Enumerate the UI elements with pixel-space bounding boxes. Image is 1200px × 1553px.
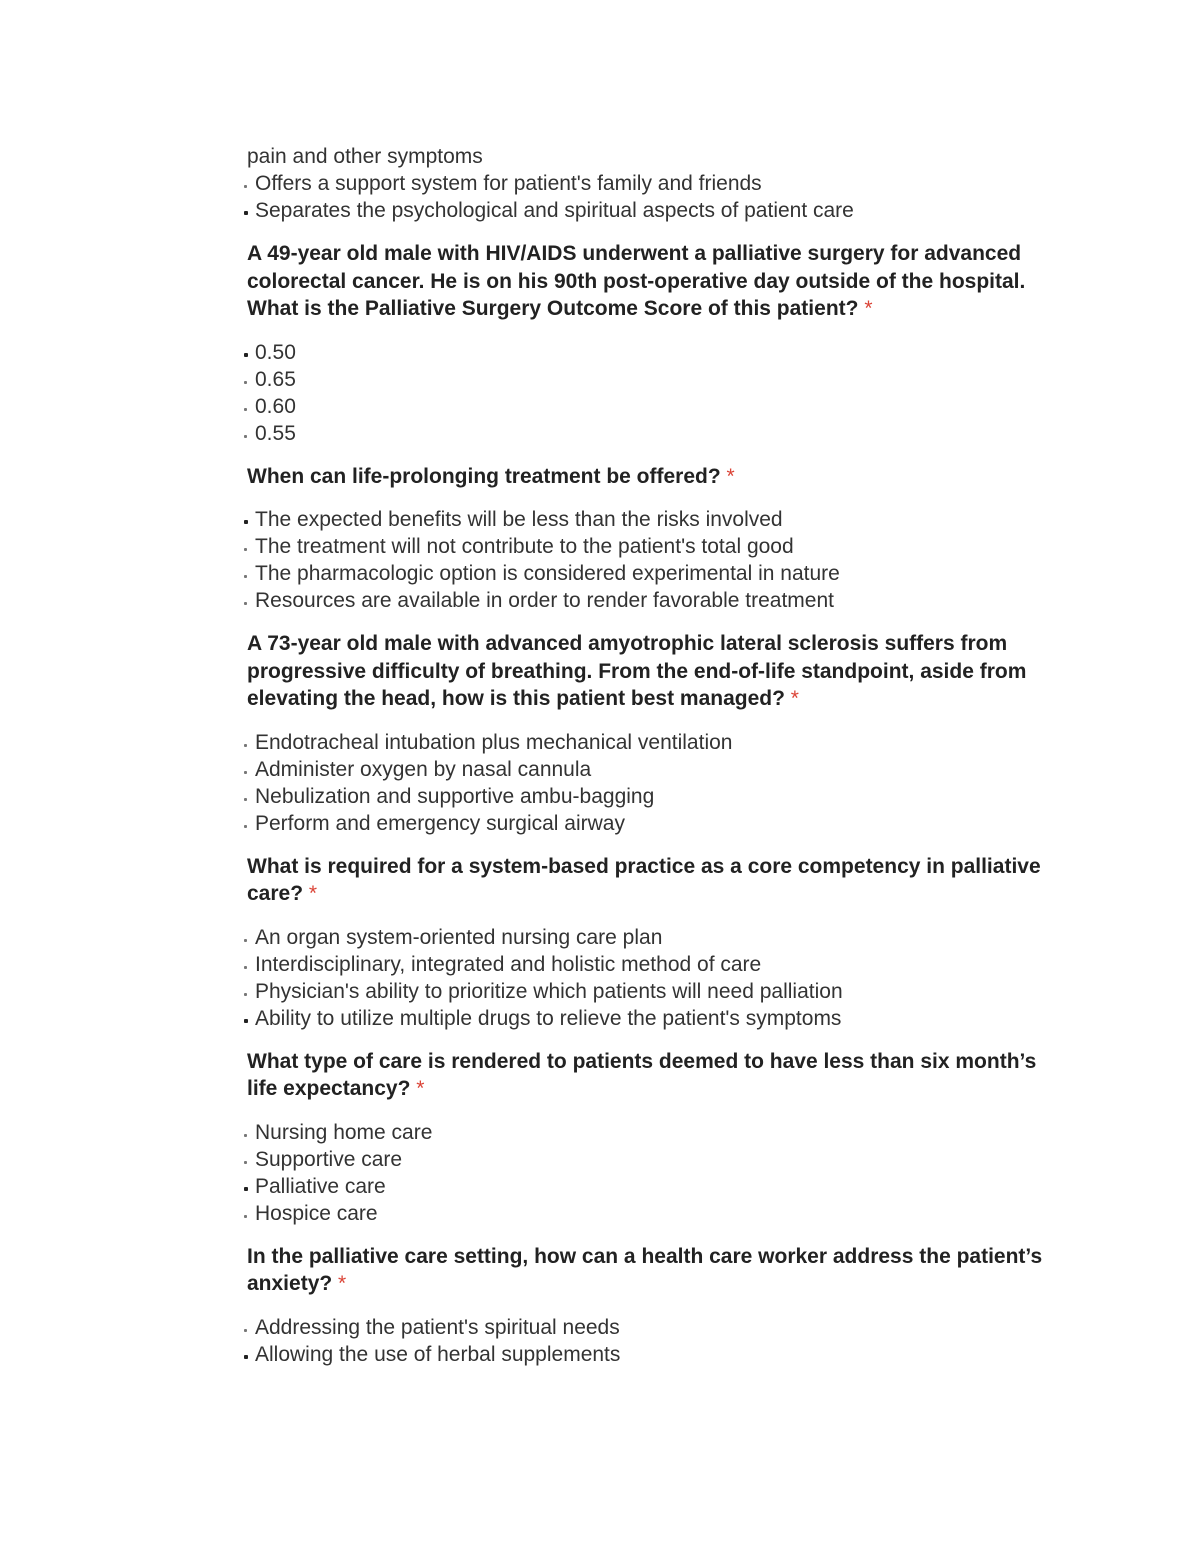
answer-option[interactable] xyxy=(247,810,1067,837)
answer-option[interactable] xyxy=(247,420,1067,447)
answer-option[interactable] xyxy=(247,978,1067,1005)
previous-question-continuation xyxy=(247,143,1067,224)
answer-option[interactable] xyxy=(247,533,1067,560)
question-block xyxy=(247,240,1067,447)
answer-option[interactable] xyxy=(247,1005,1067,1032)
option-label: 0.60 xyxy=(255,394,296,418)
required-marker: * xyxy=(790,687,799,710)
answer-options xyxy=(247,924,1067,1032)
radio-button[interactable] xyxy=(244,1160,248,1164)
answer-option[interactable] xyxy=(247,951,1067,978)
required-marker: * xyxy=(308,882,318,905)
option-label: Allowing the use of herbal supplements xyxy=(255,1342,621,1366)
radio-button[interactable] xyxy=(244,770,248,774)
radio-button[interactable] xyxy=(244,1019,248,1023)
option-label: Endotracheal intubation plus mechanical ventilation xyxy=(255,730,733,754)
answer-option[interactable] xyxy=(247,783,1067,810)
question-text: When can life-prolonging treatment be offered? * xyxy=(247,464,735,488)
answer-option[interactable] xyxy=(247,1200,1067,1227)
radio-button[interactable] xyxy=(244,965,248,969)
answer-option[interactable] xyxy=(247,1173,1067,1200)
option-label: Perform and emergency surgical airway xyxy=(255,811,625,835)
answer-option[interactable] xyxy=(247,587,1067,614)
continued-option-text: pain and other symptoms xyxy=(247,145,483,168)
radio-button[interactable] xyxy=(244,938,248,942)
radio-button[interactable] xyxy=(244,211,248,215)
radio-button[interactable] xyxy=(244,1328,248,1332)
answer-option[interactable] xyxy=(247,506,1067,533)
radio-button[interactable] xyxy=(244,434,248,438)
required-marker: * xyxy=(416,1077,425,1100)
radio-button[interactable] xyxy=(244,1355,248,1359)
option-label: Addressing the patient's spiritual needs xyxy=(255,1315,620,1339)
option-label: Offers a support system for patient's family and friends xyxy=(255,172,762,195)
question-text: A 49-year old male with HIV/AIDS underwent a palliative surgery for advanced colorectal cancer. He is on his 90th post-operative day outside of the hospital. What is the Palliative Surgery Outcome Score of this patient? * xyxy=(247,242,1026,320)
option-label: The pharmacologic option is considered experimental in nature xyxy=(255,562,840,585)
option-label: Interdisciplinary, integrated and holistic method of care xyxy=(255,952,762,976)
question-block xyxy=(247,853,1067,1032)
option-label: Separates the psychological and spiritual aspects of patient care xyxy=(255,199,854,222)
option-label: Hospice care xyxy=(255,1201,378,1225)
answer-option[interactable] xyxy=(247,1119,1067,1146)
answer-option[interactable] xyxy=(247,1314,1067,1341)
option-label: Nursing home care xyxy=(255,1120,433,1144)
radio-button[interactable] xyxy=(244,184,248,188)
option-label: Ability to utilize multiple drugs to relieve the patient's symptoms xyxy=(255,1006,842,1030)
question-text: What type of care is rendered to patients deemed to have less than six month’s life expectancy? * xyxy=(247,1049,1037,1100)
answer-option[interactable] xyxy=(247,339,1067,366)
answer-option[interactable] xyxy=(247,197,1067,224)
option-label: Nebulization and supportive ambu-bagging xyxy=(255,784,655,808)
option-label: 0.55 xyxy=(255,421,296,445)
question-block xyxy=(247,1048,1067,1227)
radio-button[interactable] xyxy=(244,992,248,996)
question-block xyxy=(247,1243,1067,1368)
answer-options xyxy=(247,506,1067,614)
option-label: Palliative care xyxy=(255,1174,386,1198)
radio-button[interactable] xyxy=(244,1187,248,1191)
answer-options xyxy=(247,339,1067,447)
option-label: The treatment will not contribute to the patient's total good xyxy=(255,535,794,558)
required-marker: * xyxy=(864,297,873,320)
radio-button[interactable] xyxy=(244,547,248,551)
required-marker: * xyxy=(338,1272,347,1295)
question-text: A 73-year old male with advanced amyotrophic lateral sclerosis suffers from progressive difficulty of breathing. From the end-of-life standpoint, aside from elevating the head, how is this patient best managed? * xyxy=(247,632,1027,710)
option-label: The expected benefits will be less than the risks involved xyxy=(255,508,783,531)
answer-option[interactable] xyxy=(247,924,1067,951)
question-text: What is required for a system-based practice as a core competency in palliative care? * xyxy=(247,854,1041,905)
option-label: 0.65 xyxy=(255,367,296,391)
answer-option[interactable] xyxy=(247,1341,1067,1368)
radio-button[interactable] xyxy=(244,1214,248,1218)
answer-option[interactable] xyxy=(247,729,1067,756)
radio-button[interactable] xyxy=(244,380,248,384)
answer-options xyxy=(247,1119,1067,1227)
question-block xyxy=(247,463,1067,615)
answer-option[interactable] xyxy=(247,560,1067,587)
option-label: Resources are available in order to render favorable treatment xyxy=(255,589,834,612)
option-label: 0.50 xyxy=(255,340,296,364)
option-label: Supportive care xyxy=(255,1147,403,1171)
radio-button[interactable] xyxy=(244,574,248,578)
radio-button[interactable] xyxy=(244,1133,248,1137)
option-label: Physician's ability to prioritize which patients will need palliation xyxy=(255,979,843,1003)
radio-button[interactable] xyxy=(244,353,248,357)
answer-option[interactable] xyxy=(247,366,1067,393)
quiz-page xyxy=(247,143,1067,1368)
radio-button[interactable] xyxy=(244,797,248,801)
radio-button[interactable] xyxy=(244,407,248,411)
answer-option[interactable] xyxy=(247,1146,1067,1173)
option-label: An organ system-oriented nursing care plan xyxy=(255,925,663,949)
radio-button[interactable] xyxy=(244,824,248,828)
radio-button[interactable] xyxy=(244,743,248,747)
required-marker: * xyxy=(726,464,735,488)
answer-option[interactable] xyxy=(247,170,1067,197)
question-text: In the palliative care setting, how can a health care worker address the patient’s anxiety? * xyxy=(247,1244,1043,1295)
answer-options xyxy=(247,1314,1067,1368)
answer-options xyxy=(247,729,1067,837)
radio-button[interactable] xyxy=(244,520,248,524)
question-block xyxy=(247,630,1067,837)
answer-option[interactable] xyxy=(247,393,1067,420)
radio-button[interactable] xyxy=(244,601,248,605)
option-label: Administer oxygen by nasal cannula xyxy=(255,757,592,781)
answer-option[interactable] xyxy=(247,756,1067,783)
